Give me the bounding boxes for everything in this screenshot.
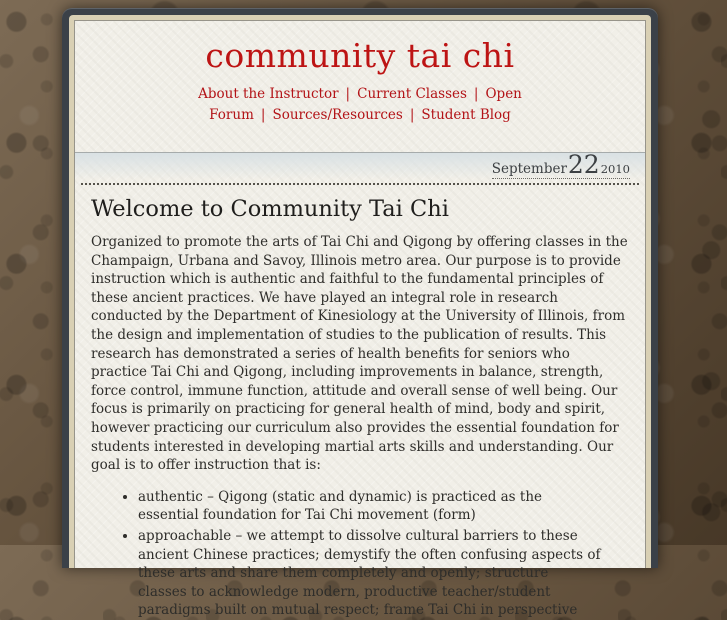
- list-item: • authentic – Qigong (static and dynamic) is practiced as the essential foundation for Tai Chi movement (form): [138, 488, 601, 525]
- nav-separator: |: [260, 107, 266, 123]
- post-title: Welcome to Community Tai Chi: [91, 196, 449, 222]
- date-day: 22: [567, 150, 600, 179]
- post-intro: Organized to promote the arts of Tai Chi and Qigong by offering classes in the Champaign, Urbana and Savoy, Illinois metro area. Our purpose is to provide instruction which is authentic and faithful to the fundamental principles of these ancient practices. We have played an integral role in research conducted by the Department of Kinesiology at the University of Illinois, from the design and implementation of studies to the publication of results. This research has demonstrated a series of health benefits for seniors who practice Tai Chi and Qigong, including improvements in balance, strength, force control, immune function, attitude and overall sense of well being. Our focus is primarily on practicing for general health of mind, body and spirit, however practicing our curriculum also provides the essential foundation for students interested in developing martial arts skills and understanding. Our goal is to offer instruction that is:: [91, 234, 628, 474]
- date-year: 2010: [600, 162, 630, 176]
- frame-inner-border: [69, 15, 651, 619]
- list-item: • approachable – we attempt to dissolve cultural barriers to these ancient Chinese practices; demystify the often confusing aspects of these arts and share them completely and openly; structure classes to acknowledge modern, productive teacher/student paradigms built on mutual respect; frame Tai Chi in perspective: [138, 527, 601, 620]
- nav-separator: |: [473, 86, 479, 102]
- post-bullet-list: [91, 488, 629, 620]
- main-nav: [95, 84, 625, 126]
- content-frame: [62, 8, 658, 619]
- nav-link-student-blog[interactable]: Student Blog: [421, 107, 511, 123]
- date-banner: [75, 152, 645, 179]
- post-body: [75, 196, 645, 620]
- nav-link-open-forum[interactable]: Open Forum: [209, 86, 522, 123]
- date-month: September: [491, 161, 567, 177]
- page-paper: [74, 20, 646, 619]
- dotted-divider: [81, 183, 639, 185]
- nav-link-sources-resources[interactable]: Sources/Resources: [272, 107, 403, 123]
- site-title: community tai chi: [205, 36, 515, 75]
- post-date: [491, 150, 630, 179]
- nav-link-current-classes[interactable]: Current Classes: [357, 86, 467, 102]
- nav-separator: |: [409, 107, 415, 123]
- nav-separator: |: [345, 86, 351, 102]
- nav-link-about-instructor[interactable]: About the Instructor: [198, 86, 339, 102]
